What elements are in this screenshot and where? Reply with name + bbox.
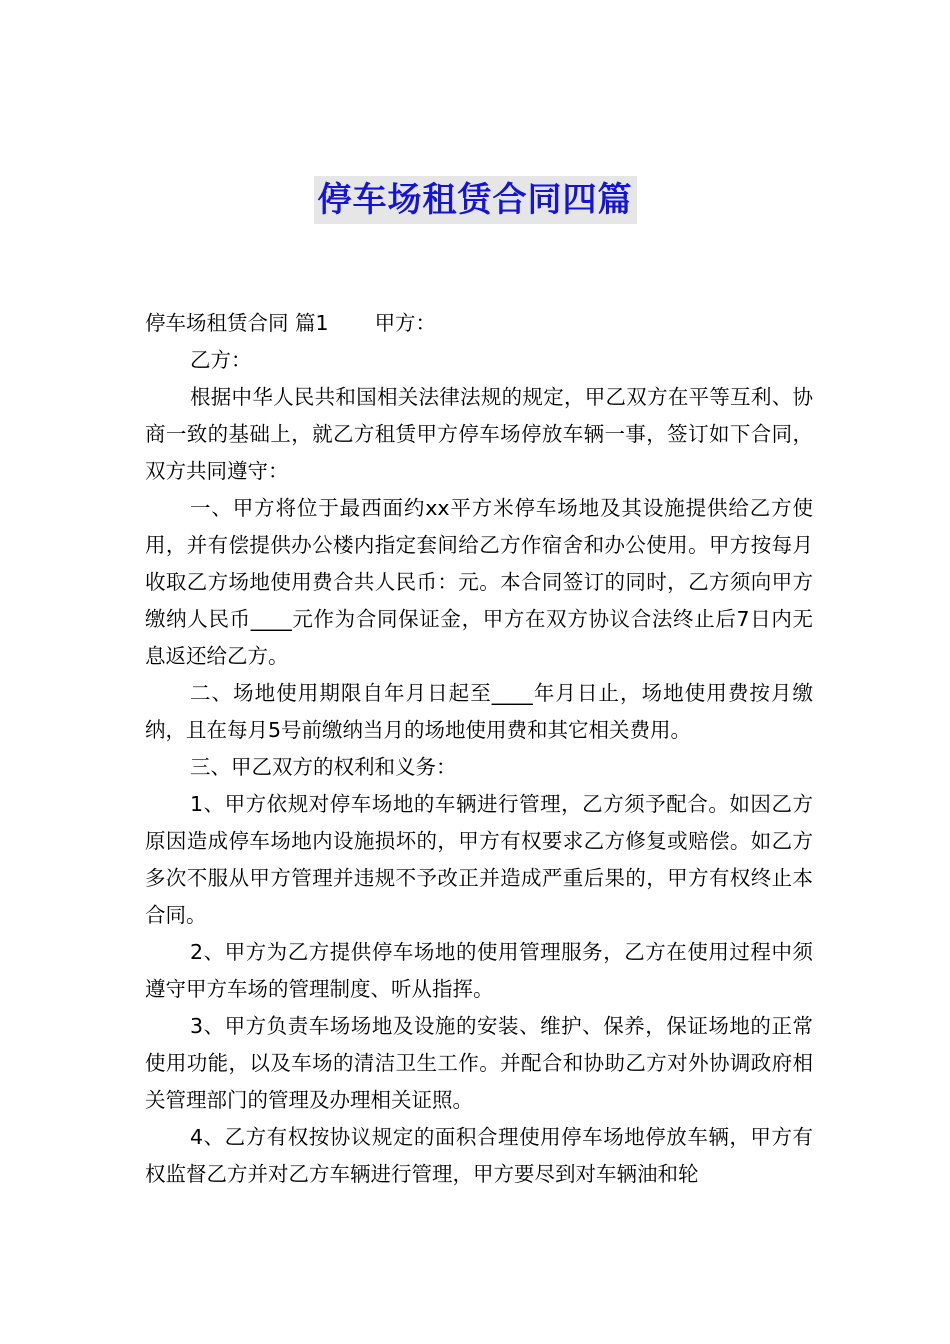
paragraph-item-3: 3、甲方负责车场场地及设施的安装、维护、保养，保证场地的正常使用功能，以及车场的清洁卫生工作。并配合和协助乙方对外协调政府相关管理部门的管理及办理相关证照。 <box>145 1014 813 1112</box>
paragraph-clause-2: 二、场地使用期限自年月日起至____年月日止，场地使用费按月缴纳，且在每月5号前缴纳当月的场地使用费和其它相关费用。 <box>145 681 813 742</box>
paragraph-clause-1: 一、甲方将位于最西面约xx平方米停车场地及其设施提供给乙方使用，并有偿提供办公楼内指定套间给乙方作宿舍和办公使用。甲方按每月收取乙方场地使用费合共人民币：元。本合同签订的同时，乙方须向甲方缴纳人民币____元作为合同保证金，甲方在双方协议合法终止后7日内无息返还给乙方。 <box>145 496 813 668</box>
party-a-label: 甲方： <box>374 311 437 335</box>
paragraph-item-1: 1、甲方依规对停车场地的车辆进行管理，乙方须予配合。如因乙方原因造成停车场地内设施损坏的，甲方有权要求乙方修复或赔偿。如乙方多次不服从甲方管理并违规不予改正并造成严重后果的，甲方有权终止本合同。 <box>145 792 813 927</box>
paragraph-clause-3-heading: 三、甲乙双方的权利和义务： <box>190 755 457 779</box>
party-b-label: 乙方： <box>190 348 252 372</box>
paragraph-item-2: 2、甲方为乙方提供停车场地的使用管理服务，乙方在使用过程中须遵守甲方车场的管理制度、听从指挥。 <box>145 940 813 1001</box>
intro-line <box>145 305 813 342</box>
document-body <box>145 305 813 1193</box>
document-title: 停车场租赁合同四篇 <box>314 176 637 224</box>
paragraph-item-4: 4、乙方有权按协议规定的面积合理使用停车场地停放车辆，甲方有权监督乙方并对乙方车辆进行管理，甲方要尽到对车辆油和轮 <box>145 1125 813 1186</box>
title-container <box>0 176 950 224</box>
paragraph-preamble: 根据中华人民共和国相关法律法规的规定，甲乙双方在平等互利、协商一致的基础上，就乙方租赁甲方停车场停放车辆一事，签订如下合同，双方共同遵守： <box>145 385 813 483</box>
contract-heading: 停车场租赁合同 篇1 <box>145 311 329 335</box>
